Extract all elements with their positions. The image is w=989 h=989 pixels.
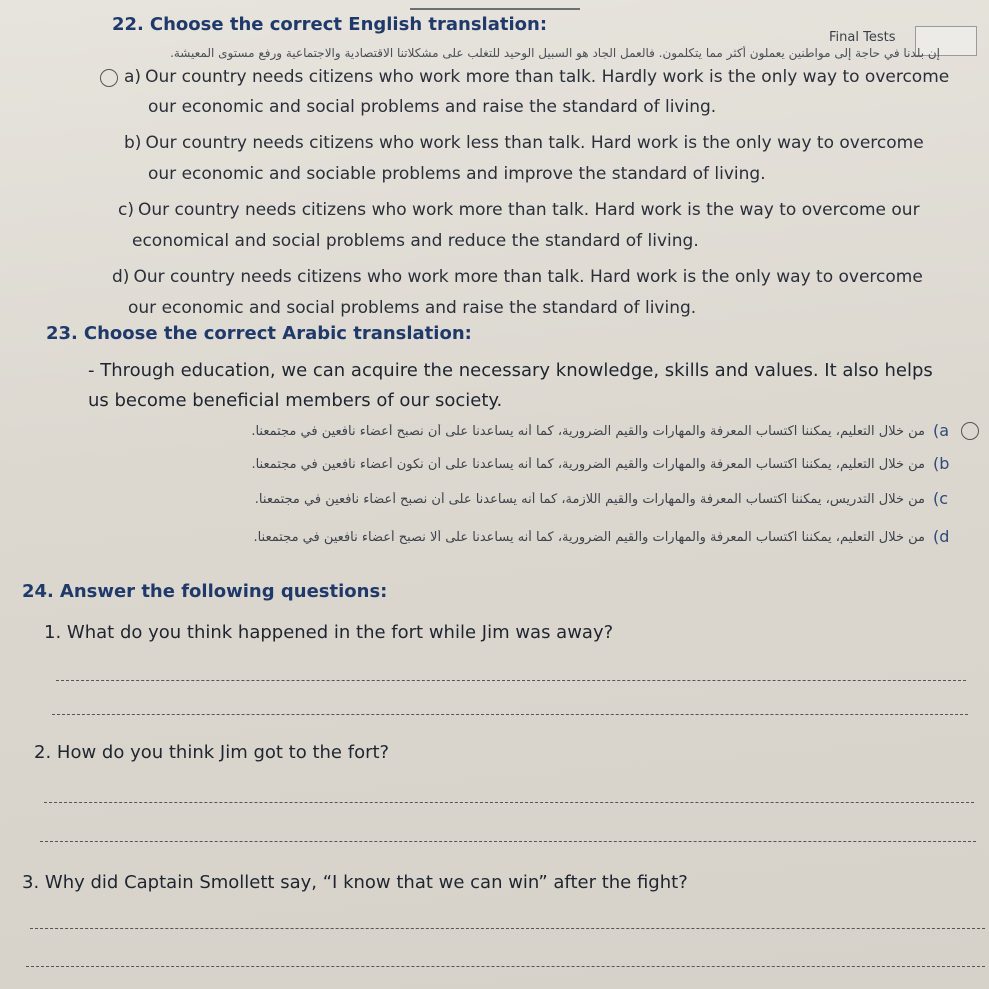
- q22-option-a-letter: a): [124, 67, 142, 87]
- q24-question-2-num: 2.: [34, 742, 52, 763]
- q24-title: Answer the following questions:: [59, 581, 388, 602]
- q22-number: 22.: [112, 14, 144, 35]
- q23-option-c-letter: (c: [933, 489, 949, 508]
- q22-heading: [112, 14, 547, 35]
- q24-question-2: [34, 742, 389, 763]
- q22-arabic-source: إن بلدنا في حاجة إلى مواطنين يعملون أكثر مما يتكلمون. فالعمل الجاد هو السبيل الوحيد للتغلب على مشكلاتنا الاقتصادية والاجتماعية ورفع مستوى المعيشة.: [170, 46, 940, 60]
- q24-question-2-text: How do you think Jim got to the fort?: [56, 742, 390, 763]
- q23-option-d-letter: (d: [933, 527, 950, 546]
- q24-q2-answer-line-2[interactable]: [40, 841, 976, 842]
- q24-q3-answer-line-1[interactable]: [30, 928, 985, 929]
- q22-option-a-line2: our economic and social problems and raise the standard of living.: [148, 97, 717, 117]
- q23-option-c[interactable]: من خلال التدريس، يمكننا اكتساب المعرفة والمهارات والقيم اللازمة، كما أنه يساعدنا على أن نصبح أعضاء نافعين في مجتمعنا.: [254, 492, 925, 507]
- q23-heading: [46, 323, 472, 344]
- q22-option-a-line1: Our country needs citizens who work more than talk. Hardly work is the only way to overcome: [145, 67, 950, 87]
- q23-option-b[interactable]: من خلال التعليم، يمكننا اكتساب المعرفة والمهارات والقيم الضرورية، كما أنه يساعدنا على أن نكون أعضاء نافعين في مجتمعنا.: [251, 457, 925, 472]
- q22-option-d-line1: Our country needs citizens who work more than talk. Hard work is the only way to overcome: [133, 267, 923, 287]
- final-tests-label: Final Tests: [829, 30, 896, 45]
- q22-option-d-letter: d): [112, 267, 130, 287]
- q23-passage-line1: - Through education, we can acquire the necessary knowledge, skills and values. It also helps: [88, 360, 933, 381]
- q24-heading: [22, 581, 387, 602]
- q23-option-a[interactable]: من خلال التعليم، يمكننا اكتساب المعرفة والمهارات والقيم الضرورية، كما أنه يساعدنا على أن نصبح أعضاء نافعين في مجتمعنا.: [251, 424, 925, 439]
- q22-option-d[interactable]: [112, 266, 923, 288]
- q22-option-c-letter: c): [118, 200, 134, 220]
- q24-question-1: [44, 622, 613, 643]
- q22-option-c[interactable]: [118, 199, 920, 221]
- q23-option-a-letter: (a: [933, 421, 950, 440]
- q24-q2-answer-line-1[interactable]: [44, 802, 974, 803]
- q24-q1-answer-line-2[interactable]: [52, 714, 968, 715]
- q24-question-3-text: Why did Captain Smollett say, “I know that we can win” after the fight?: [44, 872, 688, 893]
- q23-number: 23.: [46, 323, 78, 344]
- q22-option-b-line1: Our country needs citizens who work less than talk. Hard work is the only way to overcome: [145, 133, 924, 153]
- q23-passage-line2: us become beneficial members of our society.: [88, 390, 503, 411]
- q22-option-b-line2: our economic and sociable problems and improve the standard of living.: [148, 164, 766, 184]
- q22-option-b[interactable]: [124, 132, 924, 154]
- q24-question-1-num: 1.: [44, 622, 62, 643]
- q22-title: Choose the correct English translation:: [149, 14, 548, 35]
- q23-title: Choose the correct Arabic translation:: [83, 323, 472, 344]
- top-divider: [410, 8, 580, 10]
- q23-option-a-radio[interactable]: [961, 422, 979, 440]
- q24-question-1-text: What do you think happened in the fort while Jim was away?: [66, 622, 614, 643]
- q22-option-a-radio[interactable]: [100, 69, 118, 87]
- q24-q3-answer-line-2[interactable]: [26, 966, 985, 967]
- q24-number: 24.: [22, 581, 54, 602]
- q24-q1-answer-line-1[interactable]: [56, 680, 966, 681]
- q22-option-c-line2: economical and social problems and reduce the standard of living.: [132, 231, 699, 251]
- q24-question-3-num: 3.: [22, 872, 40, 893]
- q23-option-d[interactable]: من خلال التعليم، يمكننا اكتساب المعرفة والمهارات والقيم الضرورية، كما أنه يساعدنا على ألا نصبح أعضاء نافعين في مجتمعنا.: [253, 530, 925, 545]
- q22-option-a[interactable]: [124, 66, 949, 88]
- q24-question-3: [22, 872, 688, 893]
- q22-option-c-line1: Our country needs citizens who work more than talk. Hard work is the way to overcome our: [137, 200, 920, 220]
- q22-option-d-line2: our economic and social problems and raise the standard of living.: [128, 298, 697, 318]
- q23-option-b-letter: (b: [933, 454, 950, 473]
- q22-option-b-letter: b): [124, 133, 142, 153]
